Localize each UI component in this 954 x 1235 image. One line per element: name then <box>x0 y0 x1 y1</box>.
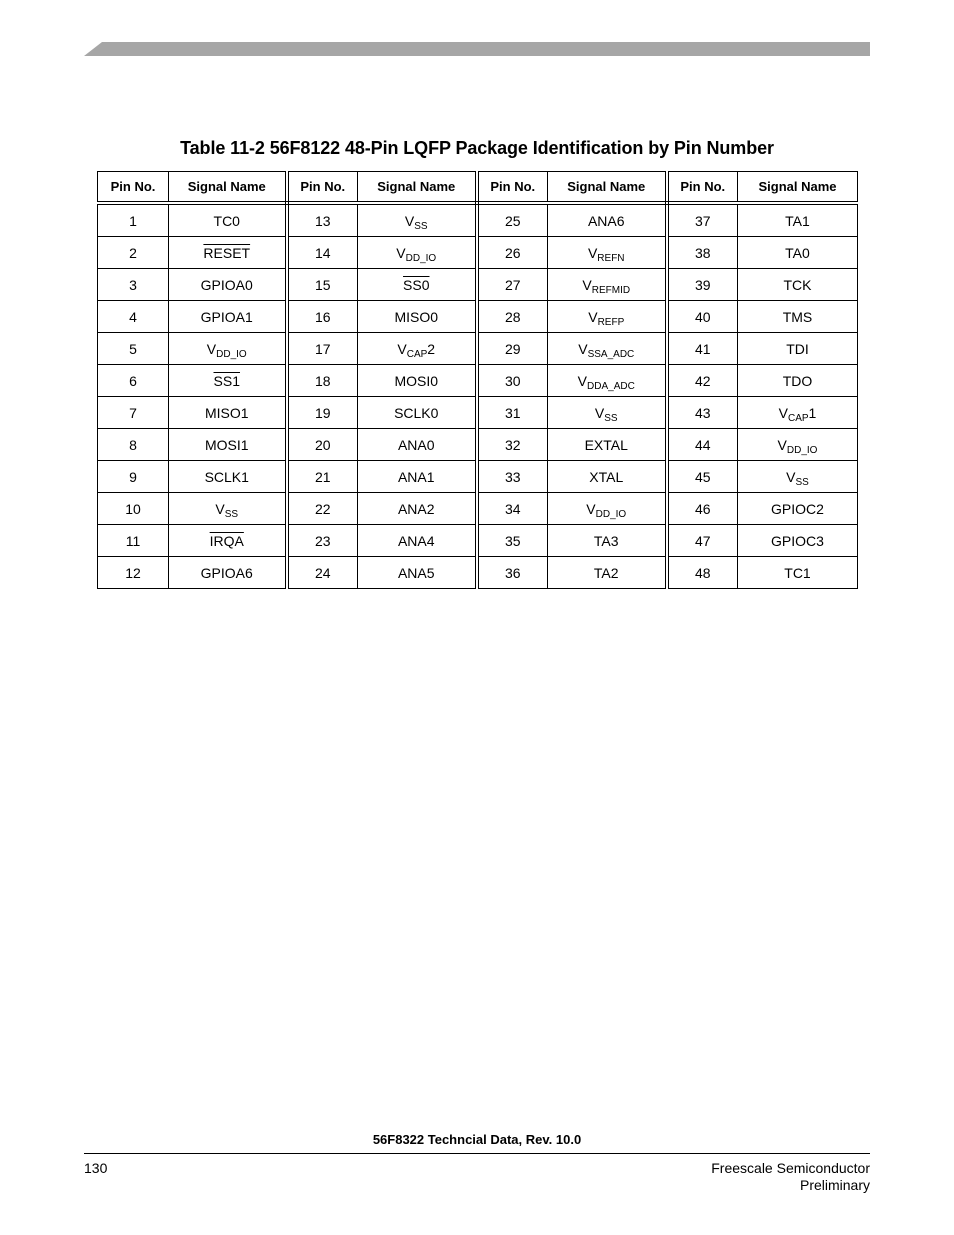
signal-name-cell <box>358 557 477 589</box>
signal-name: V <box>396 244 406 261</box>
pin-number-cell: 26 <box>477 237 548 269</box>
header-bar <box>84 42 870 56</box>
signal-name-cell <box>169 429 287 461</box>
pin-number-cell: 45 <box>667 461 738 493</box>
signal-name: TCK <box>783 276 812 293</box>
signal-name-cell <box>738 461 858 493</box>
pin-number-cell: 23 <box>287 525 358 557</box>
signal-subscript: DDA_ADC <box>587 380 635 392</box>
signal-name: ANA5 <box>397 564 435 581</box>
pin-number-cell: 25 <box>477 203 548 237</box>
signal-subscript: DD_IO <box>595 508 627 520</box>
pin-number-cell: 13 <box>287 203 358 237</box>
signal-name-cell <box>358 461 477 493</box>
pin-number-cell: 6 <box>98 365 169 397</box>
pin-number-cell: 4 <box>98 301 169 333</box>
pin-number-cell: 15 <box>287 269 358 301</box>
signal-name: EXTAL <box>584 436 628 453</box>
pin-number-cell: 43 <box>667 397 738 429</box>
signal-name-cell <box>358 365 477 397</box>
signal-name-cell <box>738 333 858 365</box>
header-cell: Pin No. <box>98 172 169 204</box>
table-row <box>98 269 858 301</box>
signal-name-cell <box>169 397 287 429</box>
header-cell: Signal Name <box>358 172 477 204</box>
signal-name-cell <box>548 203 667 237</box>
signal-name-cell <box>548 493 667 525</box>
pin-number-cell: 8 <box>98 429 169 461</box>
signal-name: GPIOC2 <box>771 500 824 517</box>
pin-number-cell: 40 <box>667 301 738 333</box>
pin-number-cell: 32 <box>477 429 548 461</box>
pin-number-cell: 42 <box>667 365 738 397</box>
signal-subscript: REFMID <box>591 284 631 296</box>
table-row <box>98 429 858 461</box>
signal-name-cell <box>358 301 477 333</box>
signal-name-cell <box>169 365 287 397</box>
signal-subscript: SS <box>414 220 428 232</box>
pin-number-cell: 21 <box>287 461 358 493</box>
pin-number-cell: 33 <box>477 461 548 493</box>
signal-name-cell <box>169 301 287 333</box>
signal-name-cell <box>738 493 858 525</box>
header-cell: Signal Name <box>169 172 287 204</box>
signal-name: V <box>586 500 596 517</box>
signal-subscript: SS <box>224 508 239 520</box>
pin-number-cell: 11 <box>98 525 169 557</box>
pin-number-cell: 47 <box>667 525 738 557</box>
signal-name-cell <box>548 397 667 429</box>
pin-number-cell: 9 <box>98 461 169 493</box>
pin-number-cell: 36 <box>477 557 548 589</box>
signal-name-cell <box>738 429 858 461</box>
pin-number-cell: 17 <box>287 333 358 365</box>
signal-name-cell <box>548 269 667 301</box>
signal-name-cell <box>738 269 858 301</box>
signal-name-cell <box>169 461 287 493</box>
pin-number-cell: 28 <box>477 301 548 333</box>
pin-number-cell: 34 <box>477 493 548 525</box>
pin-number-cell: 5 <box>98 333 169 365</box>
signal-name-cell <box>169 493 287 525</box>
signal-subscript: SSA_ADC <box>587 348 635 360</box>
signal-name: TA1 <box>785 212 810 229</box>
signal-name-cell <box>358 429 477 461</box>
signal-name: V <box>778 404 788 421</box>
signal-name-cell <box>169 203 287 237</box>
signal-suffix: 2 <box>427 340 436 357</box>
document-status: Preliminary <box>799 1177 870 1193</box>
table-row <box>98 461 858 493</box>
header-cell: Signal Name <box>738 172 858 204</box>
signal-name-cell <box>358 269 477 301</box>
signal-subscript: SS <box>795 476 809 488</box>
signal-name-cell <box>548 525 667 557</box>
pin-number-cell: 10 <box>98 493 169 525</box>
table-row <box>98 301 858 333</box>
signal-name-cell <box>548 365 667 397</box>
pin-number-cell: 30 <box>477 365 548 397</box>
pin-number-cell: 27 <box>477 269 548 301</box>
signal-name: SCLK1 <box>204 468 249 485</box>
signal-name: V <box>786 468 796 485</box>
table-row <box>98 493 858 525</box>
footer-document-title: 56F8322 Techncial Data, Rev. 10.0 <box>372 1132 582 1147</box>
signal-name: TA0 <box>785 244 810 261</box>
signal-name-cell <box>548 237 667 269</box>
pin-number-cell: 41 <box>667 333 738 365</box>
signal-name: TA3 <box>593 532 619 549</box>
pin-number-cell: 31 <box>477 397 548 429</box>
pin-number-cell: 37 <box>667 203 738 237</box>
signal-name: ANA1 <box>397 468 435 485</box>
signal-name: GPIOC3 <box>771 532 824 549</box>
signal-name: ANA2 <box>397 500 435 517</box>
pin-number-cell: 24 <box>287 557 358 589</box>
pin-number-cell: 19 <box>287 397 358 429</box>
signal-name-cell <box>358 525 477 557</box>
signal-name-cell <box>169 557 287 589</box>
table-body <box>98 203 858 589</box>
signal-name: RESET <box>203 244 251 261</box>
table-row <box>98 237 858 269</box>
pin-number-cell: 44 <box>667 429 738 461</box>
pin-number-cell: 22 <box>287 493 358 525</box>
signal-name: GPIOA6 <box>200 564 253 581</box>
signal-name: GPIOA1 <box>200 308 253 325</box>
signal-name: TC1 <box>784 564 811 581</box>
signal-subscript: REFP <box>597 316 625 328</box>
table-row <box>98 557 858 589</box>
signal-name: MISO1 <box>204 404 249 421</box>
signal-name-cell <box>738 557 858 589</box>
signal-subscript: CAP <box>406 348 428 360</box>
table-header-row <box>98 172 858 204</box>
header-cell: Pin No. <box>287 172 358 204</box>
signal-name: TC0 <box>213 212 240 229</box>
signal-name: V <box>578 340 588 357</box>
signal-name-cell <box>548 429 667 461</box>
signal-name: ANA4 <box>397 532 435 549</box>
signal-subscript: DD_IO <box>786 444 818 456</box>
signal-name-cell <box>738 365 858 397</box>
signal-name-cell <box>358 333 477 365</box>
pin-number-cell: 16 <box>287 301 358 333</box>
signal-name-cell <box>358 493 477 525</box>
pin-number-cell: 3 <box>98 269 169 301</box>
pin-number-cell: 18 <box>287 365 358 397</box>
signal-name: SS1 <box>213 372 240 389</box>
signal-name: TMS <box>782 308 813 325</box>
signal-name: SS0 <box>403 276 430 293</box>
pin-number-cell: 39 <box>667 269 738 301</box>
signal-name: MOSI1 <box>204 436 249 453</box>
header-cell: Pin No. <box>667 172 738 204</box>
pin-number-cell: 46 <box>667 493 738 525</box>
pin-number-cell: 12 <box>98 557 169 589</box>
page-number: 130 <box>84 1160 108 1176</box>
pin-number-cell: 20 <box>287 429 358 461</box>
table-row <box>98 203 858 237</box>
signal-name: SCLK0 <box>394 404 439 421</box>
company-name: Freescale Semiconductor <box>711 1160 870 1176</box>
signal-name: XTAL <box>589 468 624 485</box>
signal-name: V <box>404 212 415 229</box>
signal-name-cell <box>358 203 477 237</box>
signal-name-cell <box>738 237 858 269</box>
header-cell: Pin No. <box>477 172 548 204</box>
signal-subscript: DD_IO <box>405 252 437 264</box>
signal-name: TA2 <box>593 564 619 581</box>
pin-number-cell: 7 <box>98 397 169 429</box>
signal-name: V <box>587 244 598 261</box>
pin-number-cell: 1 <box>98 203 169 237</box>
signal-name: IRQA <box>209 532 244 549</box>
signal-name-cell <box>548 557 667 589</box>
signal-name-cell <box>169 269 287 301</box>
signal-name-cell <box>548 301 667 333</box>
signal-name: MISO0 <box>394 308 439 325</box>
table-row <box>98 397 858 429</box>
signal-subscript: DD_IO <box>216 348 247 360</box>
table-row <box>98 333 858 365</box>
signal-name: V <box>397 340 407 357</box>
signal-name: V <box>594 404 605 421</box>
signal-name-cell <box>358 237 477 269</box>
signal-name-cell <box>738 203 858 237</box>
table-row <box>98 525 858 557</box>
signal-name: V <box>777 436 787 453</box>
pin-table <box>97 171 858 589</box>
signal-name-cell <box>738 301 858 333</box>
signal-suffix: 1 <box>808 404 817 421</box>
pin-number-cell: 35 <box>477 525 548 557</box>
signal-name-cell <box>738 525 858 557</box>
pin-number-cell: 48 <box>667 557 738 589</box>
signal-name: ANA6 <box>587 212 625 229</box>
signal-name: TDO <box>782 372 813 389</box>
pin-number-cell: 2 <box>98 237 169 269</box>
signal-name: V <box>582 276 592 293</box>
pin-number-cell: 14 <box>287 237 358 269</box>
signal-name: V <box>588 308 598 325</box>
signal-name: TDI <box>786 340 809 357</box>
signal-name-cell <box>169 237 287 269</box>
signal-name: MOSI0 <box>394 372 439 389</box>
pin-number-cell: 38 <box>667 237 738 269</box>
signal-name-cell <box>738 397 858 429</box>
signal-name-cell <box>169 333 287 365</box>
signal-name-cell <box>358 397 477 429</box>
signal-name: V <box>206 340 217 357</box>
signal-name-cell <box>548 461 667 493</box>
signal-subscript: SS <box>604 412 618 424</box>
signal-name: GPIOA0 <box>200 276 253 293</box>
signal-name: V <box>577 372 588 389</box>
signal-name: V <box>215 500 225 517</box>
table-title: Table 11-2 56F8122 48-Pin LQFP Package Identification by Pin Number <box>180 138 774 158</box>
signal-name-cell <box>548 333 667 365</box>
footer-divider <box>84 1153 870 1154</box>
header-cell: Signal Name <box>548 172 667 204</box>
table-row <box>98 365 858 397</box>
pin-number-cell: 29 <box>477 333 548 365</box>
signal-name: ANA0 <box>397 436 435 453</box>
signal-subscript: CAP <box>787 412 809 424</box>
signal-name-cell <box>169 525 287 557</box>
signal-subscript: REFN <box>597 252 625 264</box>
